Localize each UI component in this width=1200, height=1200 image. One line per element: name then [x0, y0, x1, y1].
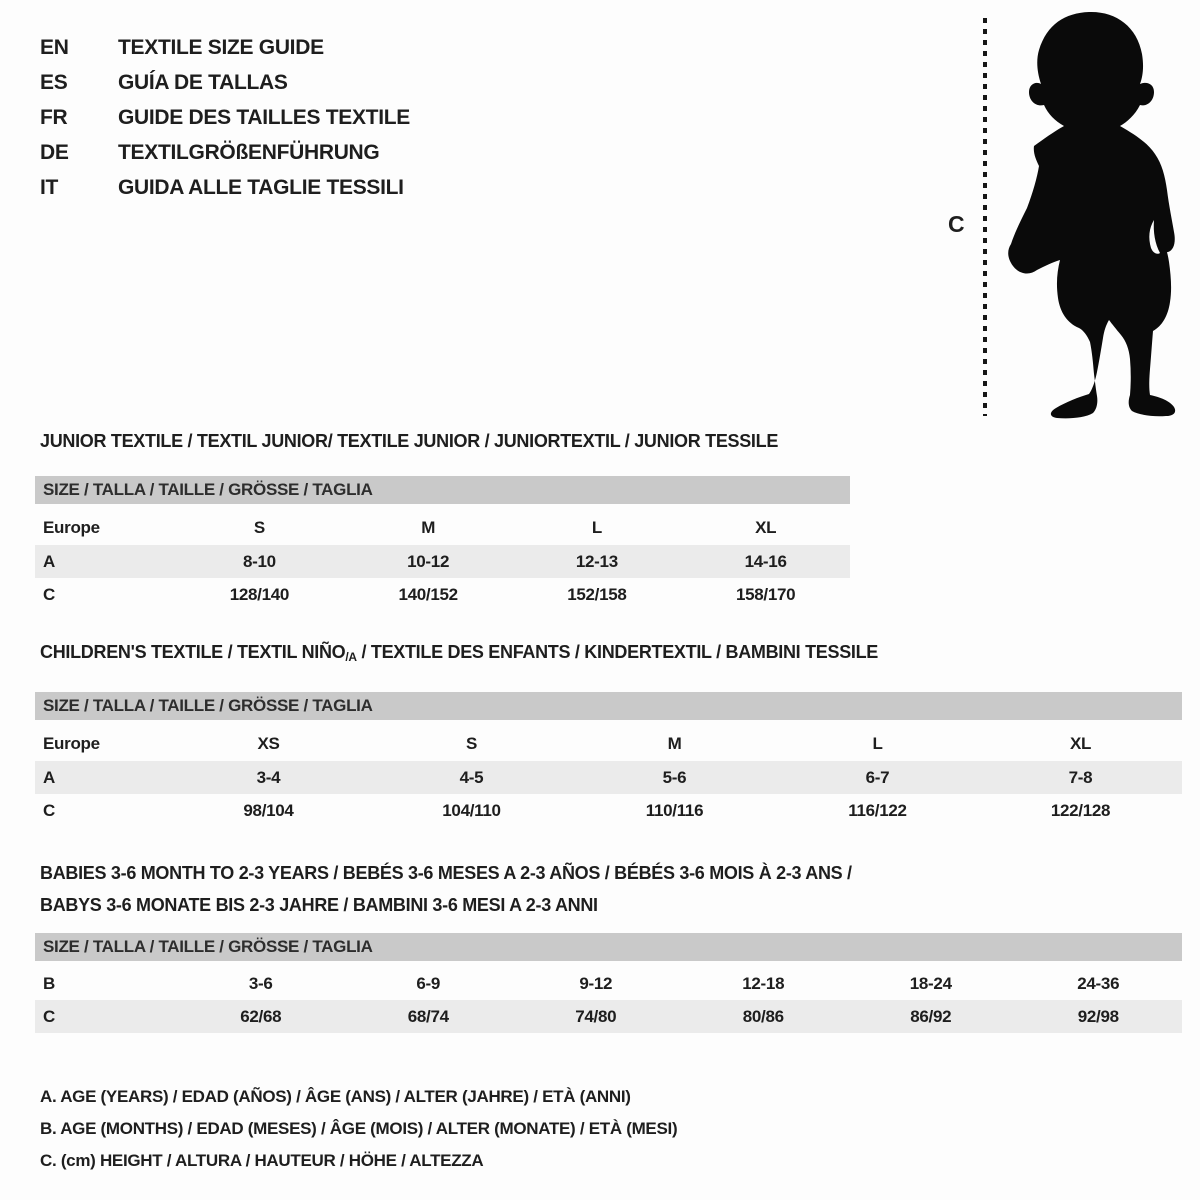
height-measure-label: C [948, 211, 965, 237]
height-cell: 128/140 [229, 584, 290, 604]
height-cell: 122/128 [1050, 800, 1111, 820]
height-cell: 110/116 [645, 800, 704, 820]
age-cell: 4-5 [370, 761, 573, 794]
babies-title-line1: BABIES 3-6 MONTH TO 2-3 YEARS / BEBÉS 3-6 MESES A 2-3 AÑOS / BÉBÉS 3-6 MOIS À 2-3 ANS / [40, 863, 852, 883]
size-cell: XL [1069, 733, 1092, 753]
height-cell: 86/92 [847, 1000, 1015, 1033]
height-cell: 62/68 [177, 1000, 345, 1033]
table-row-europe [35, 726, 1182, 761]
height-cell: 104/110 [442, 800, 501, 820]
height-cell: 92/98 [1015, 1000, 1183, 1033]
age-months-cell: 6-9 [416, 973, 441, 993]
table-row-europe [35, 510, 850, 545]
age-months-cell: 18-24 [909, 973, 952, 993]
table-row-age-months [35, 967, 1182, 1000]
row-label: A [35, 761, 167, 794]
height-cell: 74/80 [512, 1000, 680, 1033]
babies-section-title [35, 857, 1200, 921]
row-label: Europe [43, 733, 100, 753]
row-label: C [43, 584, 55, 604]
babies-size-table [35, 967, 1182, 1033]
babies-textile-section [35, 857, 1200, 1033]
babies-title-line2: BABYS 3-6 MONATE BIS 2-3 JAHRE / BAMBINI 3-6 MESI A 2-3 ANNI [40, 895, 598, 915]
height-measure-figure [915, 8, 1200, 428]
row-label: B [43, 973, 55, 993]
age-cell: 5-6 [573, 761, 776, 794]
height-cell: 68/74 [345, 1000, 513, 1033]
childrens-size-header-bar: SIZE / TALLA / TAILLE / GRÖSSE / TAGLIA [35, 692, 1182, 720]
childrens-textile-section [35, 641, 1200, 827]
language-code: FR [40, 106, 68, 129]
size-cell: S [465, 733, 478, 753]
guide-title-de: TEXTILGRÖßENFÜHRUNG [118, 141, 380, 164]
junior-textile-section [35, 430, 1200, 611]
legend-age-years: A. AGE (YEARS) / EDAD (AÑOS) / ÂGE (ANS) / ALTER (JAHRE) / ETÀ (ANNI) [40, 1087, 631, 1106]
size-cell: L [591, 517, 602, 537]
guide-title-es: GUÍA DE TALLAS [118, 71, 288, 94]
height-cell: 140/152 [398, 584, 458, 604]
row-label: Europe [43, 517, 100, 537]
childrens-title-suffix: / TEXTILE DES ENFANTS / KINDERTEXTIL / BAMBINI TESSILE [356, 642, 878, 662]
size-cell: XS [257, 733, 280, 753]
guide-title-it: GUIDA ALLE TAGLIE TESSILI [118, 176, 404, 199]
age-cell: 6-7 [776, 761, 979, 794]
table-row-age [35, 761, 1182, 794]
junior-size-header-bar: SIZE / TALLA / TAILLE / GRÖSSE / TAGLIA [35, 476, 850, 504]
age-cell: 14-16 [681, 545, 850, 578]
guide-title-en: TEXTILE SIZE GUIDE [118, 36, 324, 59]
age-cell: 12-13 [513, 545, 682, 578]
table-row-height [35, 794, 1182, 827]
header [35, 0, 1200, 430]
size-cell: XL [755, 517, 777, 537]
size-cell: M [421, 517, 436, 537]
language-code: IT [40, 176, 59, 199]
table-row-height [35, 578, 850, 611]
age-months-cell: 12-18 [742, 973, 785, 993]
size-cell: M [667, 733, 682, 753]
childrens-title-prefix: CHILDREN'S TEXTILE / TEXTIL NIÑO [40, 642, 346, 662]
size-cell: L [872, 733, 883, 753]
language-code: ES [40, 71, 68, 94]
age-months-cell: 9-12 [579, 973, 613, 993]
height-cell: 98/104 [243, 800, 294, 820]
age-cell: 3-4 [167, 761, 370, 794]
row-label: C [43, 800, 55, 820]
table-row-height [35, 1000, 1182, 1033]
height-cell: 116/122 [848, 800, 907, 820]
toddler-silhouette-icon [1003, 10, 1183, 420]
language-code: DE [40, 141, 69, 164]
junior-section-title: JUNIOR TEXTILE / TEXTIL JUNIOR/ TEXTILE JUNIOR / JUNIORTEXTIL / JUNIOR TESSILE [40, 431, 779, 451]
childrens-size-table [35, 726, 1182, 827]
legend-height-cm: C. (cm) HEIGHT / ALTURA / HAUTEUR / HÖHE / ALTEZZA [40, 1151, 484, 1170]
measurement-legend [35, 1081, 1200, 1177]
babies-size-header-bar: SIZE / TALLA / TAILLE / GRÖSSE / TAGLIA [35, 933, 1182, 961]
size-cell: S [253, 517, 265, 537]
junior-size-table [35, 510, 850, 611]
row-label: A [35, 545, 175, 578]
age-months-cell: 24-36 [1077, 973, 1120, 993]
row-label: C [35, 1000, 177, 1033]
legend-age-months: B. AGE (MONTHS) / EDAD (MESES) / ÂGE (MOIS) / ALTER (MONATE) / ETÀ (MESI) [40, 1119, 678, 1138]
height-cell: 152/158 [567, 584, 627, 604]
childrens-section-title [35, 641, 1200, 668]
age-cell: 8-10 [175, 545, 344, 578]
height-dashed-line [983, 18, 987, 416]
height-cell: 158/170 [735, 584, 796, 604]
childrens-title-sub: /A [345, 650, 357, 664]
age-cell: 10-12 [344, 545, 513, 578]
age-months-cell: 3-6 [248, 973, 273, 993]
age-cell: 7-8 [979, 761, 1182, 794]
table-row-age [35, 545, 850, 578]
height-cell: 80/86 [680, 1000, 848, 1033]
guide-title-fr: GUIDE DES TAILLES TEXTILE [118, 106, 410, 129]
language-code: EN [40, 36, 69, 59]
